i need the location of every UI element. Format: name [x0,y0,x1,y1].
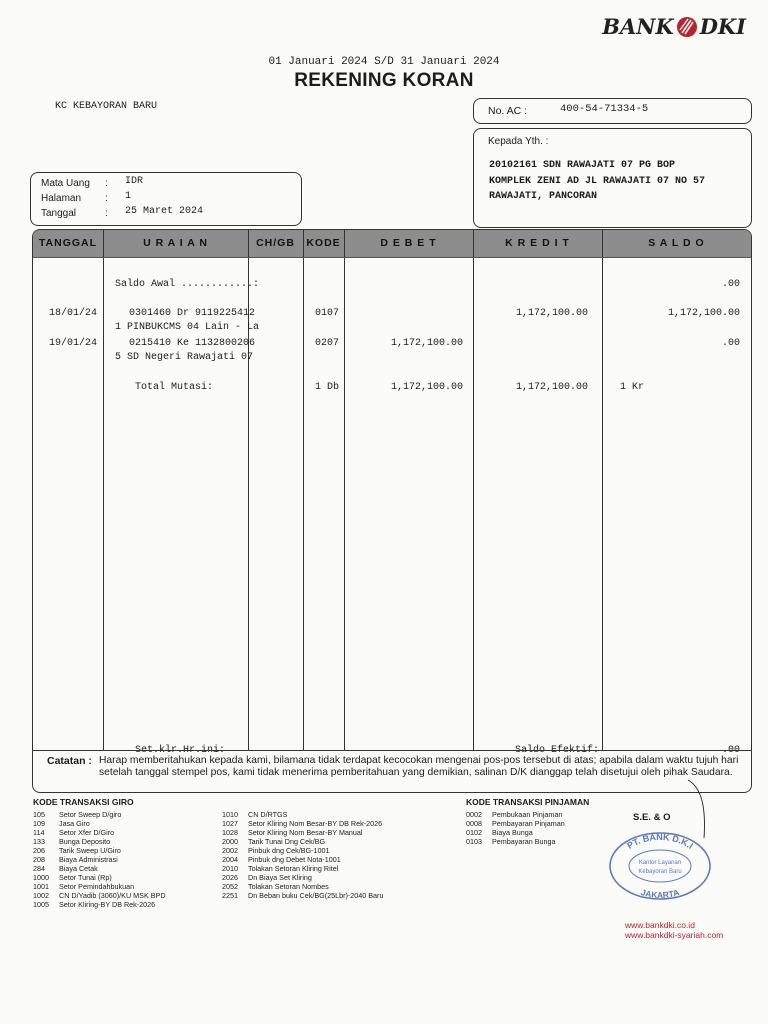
code-number: 2251 [222,891,238,900]
code-description: Dn Biaya Set Kliring [248,873,312,882]
code-description: Biaya Bunga [492,828,533,837]
column-divider [473,230,474,750]
loan-codes-title: KODE TRANSAKSI PINJAMAN [466,797,590,807]
code-item [222,864,383,873]
code-item [33,828,166,837]
code-item [222,828,383,837]
code-item [222,810,383,819]
code-number: 0102 [466,828,482,837]
page-label: Halaman [41,193,82,204]
code-description: Setor Xfer D/Giro [59,828,115,837]
code-item [466,837,565,846]
code-description: Setor Kliring Nom Besar-BY Manual [248,828,363,837]
code-item [222,837,383,846]
website-link-syariah: www.bankdki-syariah.com [625,930,724,940]
col-header-debet: D E B E T [380,237,437,249]
code-description: Setor Kliring Nom Besar-BY DB Rek-2026 [248,819,383,828]
row-saldo: .00 [721,338,740,349]
col-header-uraian: U R A I A N [143,237,208,249]
code-item [466,828,565,837]
code-description: Setor Sweep D/giro [59,810,122,819]
page-title: REKENING KORAN [294,70,474,91]
code-item [33,810,166,819]
opening-balance-value: .00 [721,279,740,290]
code-description: Pinbuk dng Cek/BG-1001 [248,846,330,855]
code-item [222,873,383,882]
col-header-chgb: CH/GB [256,237,295,249]
note-label: Catatan : [47,755,92,767]
header-underline [33,257,751,258]
code-description: Pinbuk dng Debet Nota-1001 [248,855,341,864]
code-number: 206 [33,846,45,855]
code-number: 2002 [222,846,238,855]
code-description: Dn Beban buku Cek/BG(25Lbr)-2040 Baru [248,891,384,900]
code-number: 133 [33,837,45,846]
code-description: Tarik Tunai Dng Cek/BG [248,837,326,846]
code-number: 0103 [466,837,482,846]
code-item [222,819,383,828]
code-description: Biaya Administrasi [59,855,118,864]
website-link: www.bankdki.co.id [625,920,695,930]
col-header-kode: KODE [306,237,341,249]
code-item [33,846,166,855]
code-item [33,873,166,882]
code-description: Pembayaran Bunga [492,837,556,846]
recipient-line: RAWAJATI, PANCORAN [489,191,598,202]
logo-text-dki: DKI [699,14,746,39]
date-value: 25 Maret 2024 [125,206,204,217]
code-item [33,900,166,909]
column-divider [602,230,603,750]
col-header-tanggal: TANGGAL [38,237,98,249]
code-description: Bunga Deposito [59,837,111,846]
row-saldo: 1,172,100.00 [667,308,740,319]
row-kredit: 1,172,100.00 [515,308,588,319]
code-item [33,882,166,891]
table-header [33,230,751,258]
recipient-box [473,128,752,228]
transaction-table [32,229,752,793]
row-description: 0215410 Ke 1132800206 [129,338,256,349]
code-number: 1005 [33,900,49,909]
row-date: 19/01/24 [49,338,98,349]
bank-logo [602,14,746,39]
total-debet: 1,172,100.00 [390,382,463,393]
code-item [222,846,383,855]
code-number: 2010 [222,864,238,873]
giro-codes-list-2 [222,810,383,900]
column-divider [344,230,345,750]
code-number: 109 [33,819,45,828]
colon: : [105,208,108,219]
row-kode: 0207 [315,338,340,349]
code-number: 1027 [222,819,238,828]
total-kredit: 1,172,100.00 [515,382,588,393]
code-number: 2000 [222,837,238,846]
stamp-line-4: JAKARTA [639,887,681,901]
opening-balance-label: Saldo Awal ............: [115,279,260,290]
currency-label: Mata Uang [41,178,90,189]
column-divider [103,230,104,750]
code-description: CN D/Yadib (3060)/KU MSK BPD [59,891,166,900]
recipient-line: KOMPLEK ZENI AD JL RAWAJATI 07 NO 57 [489,176,706,187]
code-description: Setor Pemindahbukuan [59,882,135,891]
currency-value: IDR [125,176,144,187]
account-number-box [473,98,752,124]
row-date: 18/01/24 [49,308,98,319]
loan-codes-list [466,810,565,846]
code-number: 1001 [33,882,49,891]
code-item [33,855,166,864]
code-number: 114 [33,828,45,837]
code-number: 1010 [222,810,238,819]
code-item [222,855,383,864]
code-description: Tolakan Setoran Kliring Ritel [248,864,339,873]
code-item [466,819,565,828]
giro-codes-title: KODE TRANSAKSI GIRO [33,797,134,807]
code-description: CN D/RTGS [248,810,288,819]
total-kode: 1 Db [315,382,340,393]
column-divider [303,230,304,750]
effective-balance-value: .00 [721,745,740,756]
total-saldo: 1 Kr [620,382,645,393]
code-number: 0002 [466,810,482,819]
row-description-cont: 1 PINBUKCMS 04 Lain - La [115,322,260,333]
svg-text:PT. BANK D.K.I [625,832,695,851]
statement-period: 01 Januari 2024 S/D 31 Januari 2024 [268,56,500,68]
row-description-cont: 5 SD Negeri Rawajati 07 [115,352,254,363]
code-item [222,891,383,900]
set-klr-label: Set.klr.Hr.ini: [135,745,226,756]
code-description: Setor Kliring-BY DB Rek-2026 [59,900,156,909]
row-kode: 0107 [315,308,340,319]
col-header-kredit: K R E D I T [505,237,570,249]
code-number: 1002 [33,891,49,900]
code-description: Tarik Sweep U/Giro [59,846,121,855]
code-item [33,837,166,846]
code-number: 2004 [222,855,238,864]
code-description: Pembukaan Pinjaman [492,810,563,819]
date-label: Tanggal [41,208,77,219]
code-number: 1000 [33,873,49,882]
recipient-line: 20102161 SDN RAWAJATI 07 PG BOP [489,160,676,171]
branch-name: KC KEBAYORAN BARU [55,101,158,112]
giro-codes-list-1 [33,810,166,909]
row-description: 0301460 Dr 9119225412 [129,308,256,319]
code-item [33,864,166,873]
code-description: Biaya Cetak [59,864,98,873]
errors-omissions-mark: S.E. & O [633,812,671,823]
col-header-saldo: S A L D O [648,237,705,249]
signature-stroke [686,778,716,840]
code-number: 1028 [222,828,238,837]
code-number: 0008 [466,819,482,828]
code-description: Tolakan Setoran Nombes [248,882,329,891]
bank-dki-emblem-icon [676,16,698,38]
total-label: Total Mutasi: [135,382,214,393]
row-debet: 1,172,100.00 [390,338,463,349]
recipient-label: Kepada Yth. : [488,136,549,147]
code-description: Jasa Giro [59,819,90,828]
code-number: 208 [33,855,45,864]
code-item [466,810,565,819]
code-number: 2052 [222,882,238,891]
colon: : [105,178,108,189]
code-description: Setor Tunai (Rp) [59,873,112,882]
effective-balance-label: Saldo Efektif: [515,745,600,756]
code-number: 105 [33,810,45,819]
code-number: 2026 [222,873,238,882]
stamp-line-1: PT. BANK D.K.I [625,831,696,851]
code-number: 284 [33,864,45,873]
account-number: 400-54-71334-5 [560,103,649,115]
statement-info-box [30,172,302,226]
code-item [33,891,166,900]
code-item [33,819,166,828]
bank-stamp [607,830,713,902]
logo-text-bank: BANK [602,14,674,39]
note-section [33,750,751,793]
page-value: 1 [125,191,132,202]
note-text: Harap memberitahukan kepada kami, bilamana tidak terdapat kecocokan mengenai pos-pos tersebut di atas; apabila dalam waktu tujuh hari setelah tanggal stempel pos, kami tidak menerima pemberitahuan yang demikian, salinan D/K dianggap telah disetujui oleh pihak Saudara. [99,755,739,778]
account-number-label: No. AC : [488,105,528,117]
colon: : [105,193,108,204]
stamp-line-2: Kantor Layanan [638,860,682,866]
code-item [222,882,383,891]
code-description: Pembayaran Pinjaman [492,819,565,828]
stamp-line-3: Kebayoran Baru [638,869,682,875]
